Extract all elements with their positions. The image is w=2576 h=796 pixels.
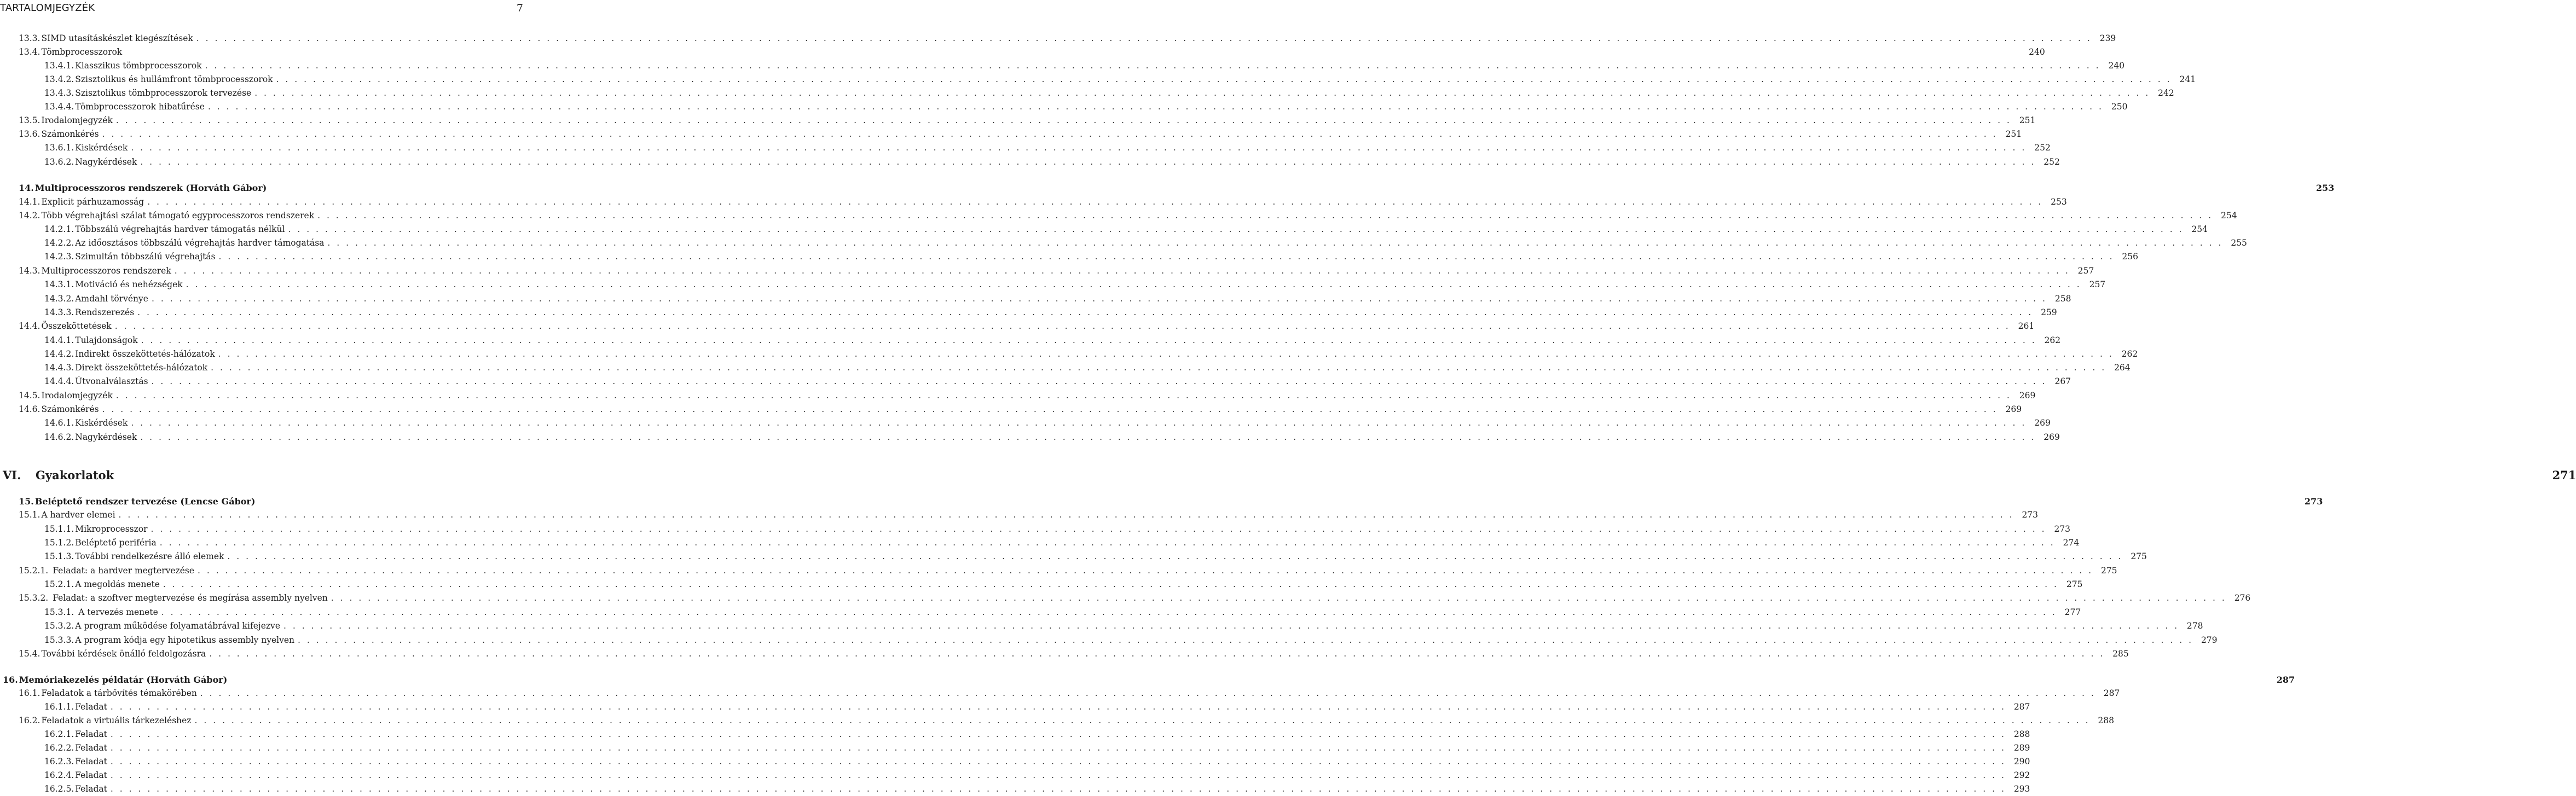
toc-entry-title: Kiskérdések (75, 418, 128, 428)
toc-entry[interactable] (0, 432, 2060, 444)
toc-entry[interactable] (0, 702, 2030, 714)
toc-entry-page: 239 (2099, 33, 2116, 43)
toc-entry-title: Feladat: a szoftver megtervezése és megírása assembly nyelven (53, 593, 328, 603)
toc-entry-page: 289 (2013, 743, 2030, 753)
toc-entry-title: Feladatok a virtuális tárkezeléshez (41, 716, 192, 725)
toc-entry[interactable] (0, 784, 2030, 796)
toc-part-number: VI. (3, 468, 21, 482)
toc-entry[interactable] (0, 335, 2061, 347)
toc-entry[interactable] (0, 593, 2251, 605)
toc-entry-number: 14.2. (19, 211, 40, 220)
toc-entry-title: Tömbprocesszorok hibatűrése (75, 102, 205, 112)
toc-entry-number: 13.4.3. (44, 88, 74, 98)
toc-entry-page: 269 (2034, 418, 2051, 428)
toc-entry[interactable] (0, 621, 2203, 633)
toc-entry[interactable] (0, 197, 2067, 209)
toc-entry-page: 275 (2100, 566, 2117, 576)
toc-entry-page: 290 (2013, 757, 2030, 766)
toc-entry-page: 278 (2186, 621, 2203, 631)
toc-entry[interactable] (0, 376, 2071, 388)
dot-leader (152, 376, 2047, 386)
dot-leader (218, 349, 2114, 359)
toc-part-page: 271 (2552, 468, 2576, 482)
toc-entry-number: 13.4. (19, 47, 40, 57)
toc-entry-number: 14.4.2. (44, 349, 74, 359)
toc-entry-title: Tulajdonságok (75, 335, 138, 345)
toc-entry-number: 16.2.5. (44, 784, 74, 794)
toc-entry-number: 15.2.1. (19, 566, 49, 576)
toc-entry-page: 255 (2231, 238, 2247, 248)
toc-entry[interactable] (0, 74, 2196, 86)
toc-entry-title: További rendelkezésre álló elemek (75, 551, 224, 561)
dot-leader (331, 593, 2227, 603)
running-header (0, 1, 525, 15)
toc-entry-number: 13.6.2. (44, 157, 74, 167)
toc-entry-page: 277 (2064, 607, 2081, 617)
toc-entry-number: 14.2.2. (44, 238, 74, 248)
toc-entry[interactable] (0, 363, 2131, 375)
toc-entry-title: Több végrehajtási szálat támogató egyprocesszoros rendszerek (41, 211, 315, 220)
toc-entry[interactable] (0, 566, 2117, 578)
dot-leader (298, 635, 2193, 645)
dot-leader (141, 335, 2037, 345)
toc-entry-page: 287 (2103, 688, 2120, 698)
toc-entry-page: 273 (2054, 524, 2071, 534)
dot-leader (317, 211, 2213, 220)
toc-entry-title: Feladat (75, 757, 107, 766)
toc-entry-number: 14.6.1. (44, 418, 74, 428)
dot-leader (208, 102, 2104, 112)
toc-entry-title: Feladat (75, 729, 107, 739)
toc-entry-title: Feladat (75, 702, 107, 712)
dot-leader (116, 391, 2012, 400)
toc-entry-page: 241 (2179, 74, 2196, 84)
toc-entry-page: 254 (2191, 224, 2208, 234)
dot-leader (116, 115, 2012, 125)
toc-entry-title: Számonkérés (41, 404, 99, 414)
toc-entry-title: Összeköttetések (41, 321, 112, 331)
toc-entry-title: Irodalomjegyzék (41, 391, 113, 400)
toc-entry-page: 252 (2044, 157, 2060, 167)
toc-entry-title: Motiváció és nehézségek (75, 280, 183, 289)
toc-entry-page: 274 (2063, 538, 2080, 548)
dot-leader (111, 702, 2006, 712)
toc-entry-number: 14.2.1. (44, 224, 74, 234)
toc-entry-number: 15.3.2. (44, 621, 74, 631)
toc-entry-number: 15.1. (19, 510, 40, 520)
dot-leader (276, 74, 2172, 84)
toc-entry-title: Direkt összeköttetés-hálózatok (75, 363, 208, 373)
toc-entry-page: 267 (2054, 376, 2071, 386)
toc-entry-title: Útvonalválasztás (75, 376, 148, 386)
toc-entry-title: Mikroprocesszor (75, 524, 148, 534)
dot-leader (219, 252, 2115, 262)
dot-leader (115, 321, 2011, 331)
toc-entry[interactable] (0, 61, 2125, 73)
dot-leader (111, 757, 2006, 766)
dot-leader (227, 551, 2123, 561)
toc-entry-number: 14.3.2. (44, 294, 74, 304)
toc-entry-title: Feladat (75, 743, 107, 753)
toc-entry-title: Feladatok a tárbővítés témakörében (41, 688, 197, 698)
toc-entry-number: 15.3.3. (44, 635, 74, 645)
toc-entry-title: Az időosztásos többszálú végrehajtás hardver támogatása (75, 238, 325, 248)
toc-entry-number: 16.1.1. (44, 702, 74, 712)
dot-leader (288, 224, 2184, 234)
toc-entry-number: 13.4.2. (44, 74, 74, 84)
toc-entry-page: 288 (2098, 716, 2115, 725)
toc-entry[interactable] (0, 716, 2115, 728)
toc-entry-title: Nagykérdések (75, 432, 137, 442)
toc-entry-title: Rendszerezés (75, 307, 135, 317)
toc-entry[interactable] (0, 538, 2080, 550)
dot-leader (147, 197, 2043, 207)
toc-entry[interactable] (0, 743, 2030, 755)
toc-entry[interactable] (0, 307, 2057, 319)
toc-entry-title: SIMD utasításkészlet kiegészítések (41, 33, 193, 43)
toc-entry[interactable] (0, 211, 2237, 223)
toc-entry-number: 16.2.1. (44, 729, 74, 739)
dot-leader (211, 363, 2106, 373)
toc-entry-page: 279 (2201, 635, 2218, 645)
dot-leader (198, 566, 2093, 576)
toc-entry-page: 264 (2114, 363, 2131, 373)
toc-entry-number: 14.3.3. (44, 307, 74, 317)
toc-entry[interactable] (0, 88, 2174, 100)
toc-entry[interactable] (0, 579, 2083, 591)
dot-leader (111, 784, 2006, 794)
toc-entry-number: 13.4.1. (44, 61, 74, 71)
toc-entry[interactable] (0, 157, 2060, 169)
toc-entry[interactable] (0, 349, 2138, 361)
toc-entry[interactable] (0, 47, 2045, 59)
toc-entry-number: 15.1.2. (44, 538, 74, 548)
toc-entry-title: Feladat: a hardver megtervezése (53, 566, 195, 576)
toc-entry-page: 293 (2013, 784, 2030, 794)
dot-leader (161, 607, 2057, 617)
toc-entry-title: Feladat (75, 770, 107, 780)
toc-entry-page: 254 (2221, 211, 2237, 220)
toc-entry[interactable] (0, 102, 2128, 114)
toc-chapter[interactable] (0, 675, 2295, 687)
toc-entry-page: 287 (2013, 702, 2030, 712)
toc-entry[interactable] (0, 391, 2036, 403)
toc-entry[interactable] (0, 607, 2081, 619)
toc-entry-page: 250 (2111, 102, 2128, 112)
toc-entry[interactable] (0, 404, 2022, 416)
toc-entry-title: Számonkérés (41, 129, 99, 139)
dot-leader (163, 579, 2059, 589)
toc-entry-page: 257 (2077, 266, 2094, 276)
toc-entry-title: További kérdések önálló feldolgozásra (41, 649, 206, 659)
toc-entry-title: A tervezés menete (78, 607, 158, 617)
dot-leader (151, 524, 2047, 534)
toc-entry-number: 16.1. (19, 688, 40, 698)
toc-entry-title: A program működése folyamatábrával kifejezve (75, 621, 280, 631)
toc-entry-page: 292 (2013, 770, 2030, 780)
toc-entry-page: 258 (2054, 294, 2071, 304)
toc-entry-number: 15.1.3. (44, 551, 74, 561)
toc-entry[interactable] (0, 757, 2030, 769)
toc-entry[interactable] (0, 33, 2116, 45)
toc-entry-number: 14.5. (19, 391, 40, 400)
dot-leader (111, 770, 2006, 780)
toc-entry[interactable] (0, 252, 2139, 264)
toc-entry-page: 273 (2022, 510, 2039, 520)
toc-entry-number: 15.3.1. (44, 607, 74, 617)
dot-leader (152, 294, 2047, 304)
toc-entry-page: 262 (2121, 349, 2138, 359)
toc-entry-number: 15.4. (19, 649, 40, 659)
dot-leader (175, 266, 2070, 276)
dot-leader (140, 432, 2036, 442)
dot-leader (131, 143, 2027, 153)
toc-entry[interactable] (0, 688, 2120, 700)
toc-entry-page: 288 (2013, 729, 2030, 739)
toc-entry[interactable] (0, 280, 2106, 292)
toc-chapter-title: Beléptető rendszer tervezése (Lencse Gábor) (34, 496, 256, 507)
toc-entry-number: 13.5. (19, 115, 40, 125)
toc-entry-page: 242 (2158, 88, 2174, 98)
toc-chapter-page: 287 (2276, 675, 2295, 685)
dot-leader (327, 238, 2223, 248)
dot-leader (200, 688, 2096, 698)
dot-leader (196, 33, 2092, 43)
dot-leader (283, 621, 2179, 631)
toc-entry-number: 14.6.2. (44, 432, 74, 442)
toc-entry-number: 16.2.2. (44, 743, 74, 753)
toc-entry-title: Klasszikus tömbprocesszorok (75, 61, 202, 71)
toc-entry-number: 14.3. (19, 266, 40, 276)
toc-entry-number: 16.2.4. (44, 770, 74, 780)
toc-entry-number: 16.2.3. (44, 757, 74, 766)
toc-chapter-title: Memóriakezelés példatár (Horváth Gábor) (19, 675, 228, 685)
toc-chapter[interactable] (0, 496, 2323, 508)
toc-entry-page: 285 (2112, 649, 2129, 659)
dot-leader (119, 510, 2015, 520)
toc-entry-title: Indirekt összeköttetés-hálózatok (75, 349, 215, 359)
toc-entry-number: 15.2.1. (44, 579, 74, 589)
toc-entry-number: 16.2. (19, 716, 40, 725)
toc-entry-number: 14.3.1. (44, 280, 74, 289)
toc-entry-number: 14.4.4. (44, 376, 74, 386)
toc-entry-title: Amdahl törvénye (75, 294, 148, 304)
toc-entry-page: 259 (2041, 307, 2057, 317)
toc-entry-title: A program kódja egy hipotetikus assembly nyelven (75, 635, 295, 645)
toc-entry-number: 13.6. (19, 129, 40, 139)
toc-entry-title: Nagykérdések (75, 157, 137, 167)
toc-entry[interactable] (0, 418, 2051, 430)
toc-entry[interactable] (0, 649, 2129, 661)
toc-entry-title: Többszálú végrehajtás hardver támogatás nélkül (75, 224, 285, 234)
toc-entry-number: 14.1. (19, 197, 40, 207)
toc-entry[interactable] (0, 321, 2035, 333)
toc-entry-title: A megoldás menete (75, 579, 160, 589)
toc-entry-page: 240 (2108, 61, 2125, 71)
toc-entry-page: 276 (2234, 593, 2251, 603)
toc-entry-number: 13.3. (19, 33, 40, 43)
toc-entry-title: Szisztolikus tömbprocesszorok tervezése (75, 88, 252, 98)
toc-entry-page: 257 (2089, 280, 2106, 289)
toc-entry-number: 13.4.4. (44, 102, 74, 112)
toc-entry-page: 261 (2018, 321, 2035, 331)
toc-entry-page: 256 (2122, 252, 2139, 262)
header-title: TARTALOMJEGYZÉK (0, 2, 95, 14)
dot-leader (254, 88, 2150, 98)
toc-entry-page: 251 (2019, 115, 2036, 125)
toc-chapter-number: 16. (3, 675, 18, 685)
toc-entry[interactable] (0, 770, 2030, 782)
toc-entry-title: Irodalomjegyzék (41, 115, 113, 125)
toc-entry[interactable] (0, 143, 2051, 155)
toc-entry-title: Feladat (75, 784, 107, 794)
dot-leader (209, 649, 2105, 659)
dot-leader (102, 129, 1998, 139)
toc-entry-title: Multiprocesszoros rendszerek (41, 266, 171, 276)
toc-entry-number: 14.4.1. (44, 335, 74, 345)
toc-entry-page: 275 (2066, 579, 2083, 589)
toc-entry[interactable] (0, 129, 2022, 141)
toc-entry-title: Kiskérdések (75, 143, 128, 153)
dot-leader (137, 307, 2033, 317)
toc-entry-page: 262 (2044, 335, 2061, 345)
toc-entry[interactable] (0, 224, 2208, 236)
toc-entry[interactable] (0, 510, 2039, 522)
toc-entry-page: 269 (2019, 391, 2036, 400)
dot-leader (205, 61, 2101, 71)
toc-entry-number: 13.6.1. (44, 143, 74, 153)
toc-entry-number: 14.4. (19, 321, 40, 331)
toc-part[interactable] (0, 468, 2576, 485)
dot-leader (131, 418, 2027, 428)
toc-chapter-number: 14. (19, 183, 34, 193)
toc-entry-page: 269 (2044, 432, 2060, 442)
toc-chapter-page: 273 (2304, 496, 2323, 507)
toc-entry[interactable] (0, 524, 2071, 536)
toc-entry[interactable] (0, 551, 2147, 563)
toc-entry-page: 253 (2051, 197, 2067, 207)
toc-entry-title: Beléptető periféria (75, 538, 157, 548)
toc-entry-title: Explicit párhuzamosság (41, 197, 144, 207)
toc-entry-page: 240 (2029, 47, 2045, 57)
toc-chapter-page: 253 (2315, 183, 2335, 193)
toc-entry[interactable] (0, 115, 2036, 127)
toc-entry-page: 251 (2005, 129, 2022, 139)
toc-chapter-title: Multiprocesszoros rendszerek (Horváth Gábor) (34, 183, 267, 193)
toc-entry-page: 252 (2034, 143, 2051, 153)
toc-entry-page: 275 (2131, 551, 2147, 561)
toc-entry-title: Szimultán többszálú végrehajtás (75, 252, 216, 262)
toc-entry-number: 15.1.1. (44, 524, 74, 534)
toc-chapter[interactable] (0, 183, 2335, 195)
dot-leader (140, 157, 2036, 167)
toc-entry[interactable] (0, 266, 2094, 278)
toc-entry[interactable] (0, 294, 2071, 306)
toc-entry[interactable] (0, 238, 2247, 250)
toc-entry-page: 269 (2005, 404, 2022, 414)
dot-leader (111, 743, 2006, 753)
toc-entry-title: Tömbprocesszorok (41, 47, 123, 57)
toc-entry[interactable] (0, 729, 2030, 741)
dot-leader (160, 538, 2056, 548)
dot-leader (111, 729, 2006, 739)
dot-leader (195, 716, 2091, 725)
toc-entry[interactable] (0, 635, 2218, 647)
dot-leader (102, 404, 1998, 414)
toc-chapter-number: 15. (19, 496, 34, 507)
toc-entry-number: 14.4.3. (44, 363, 74, 373)
header-page-number: 7 (516, 2, 523, 14)
toc-entry-title: A hardver elemei (41, 510, 115, 520)
toc-part-title: Gyakorlatok (36, 468, 114, 482)
dot-leader (186, 280, 2082, 289)
toc-entry-title: Szisztolikus és hullámfront tömbprocesszorok (75, 74, 273, 84)
toc-entry-number: 15.3.2. (19, 593, 49, 603)
toc-entry-number: 14.2.3. (44, 252, 74, 262)
toc-entry-number: 14.6. (19, 404, 40, 414)
